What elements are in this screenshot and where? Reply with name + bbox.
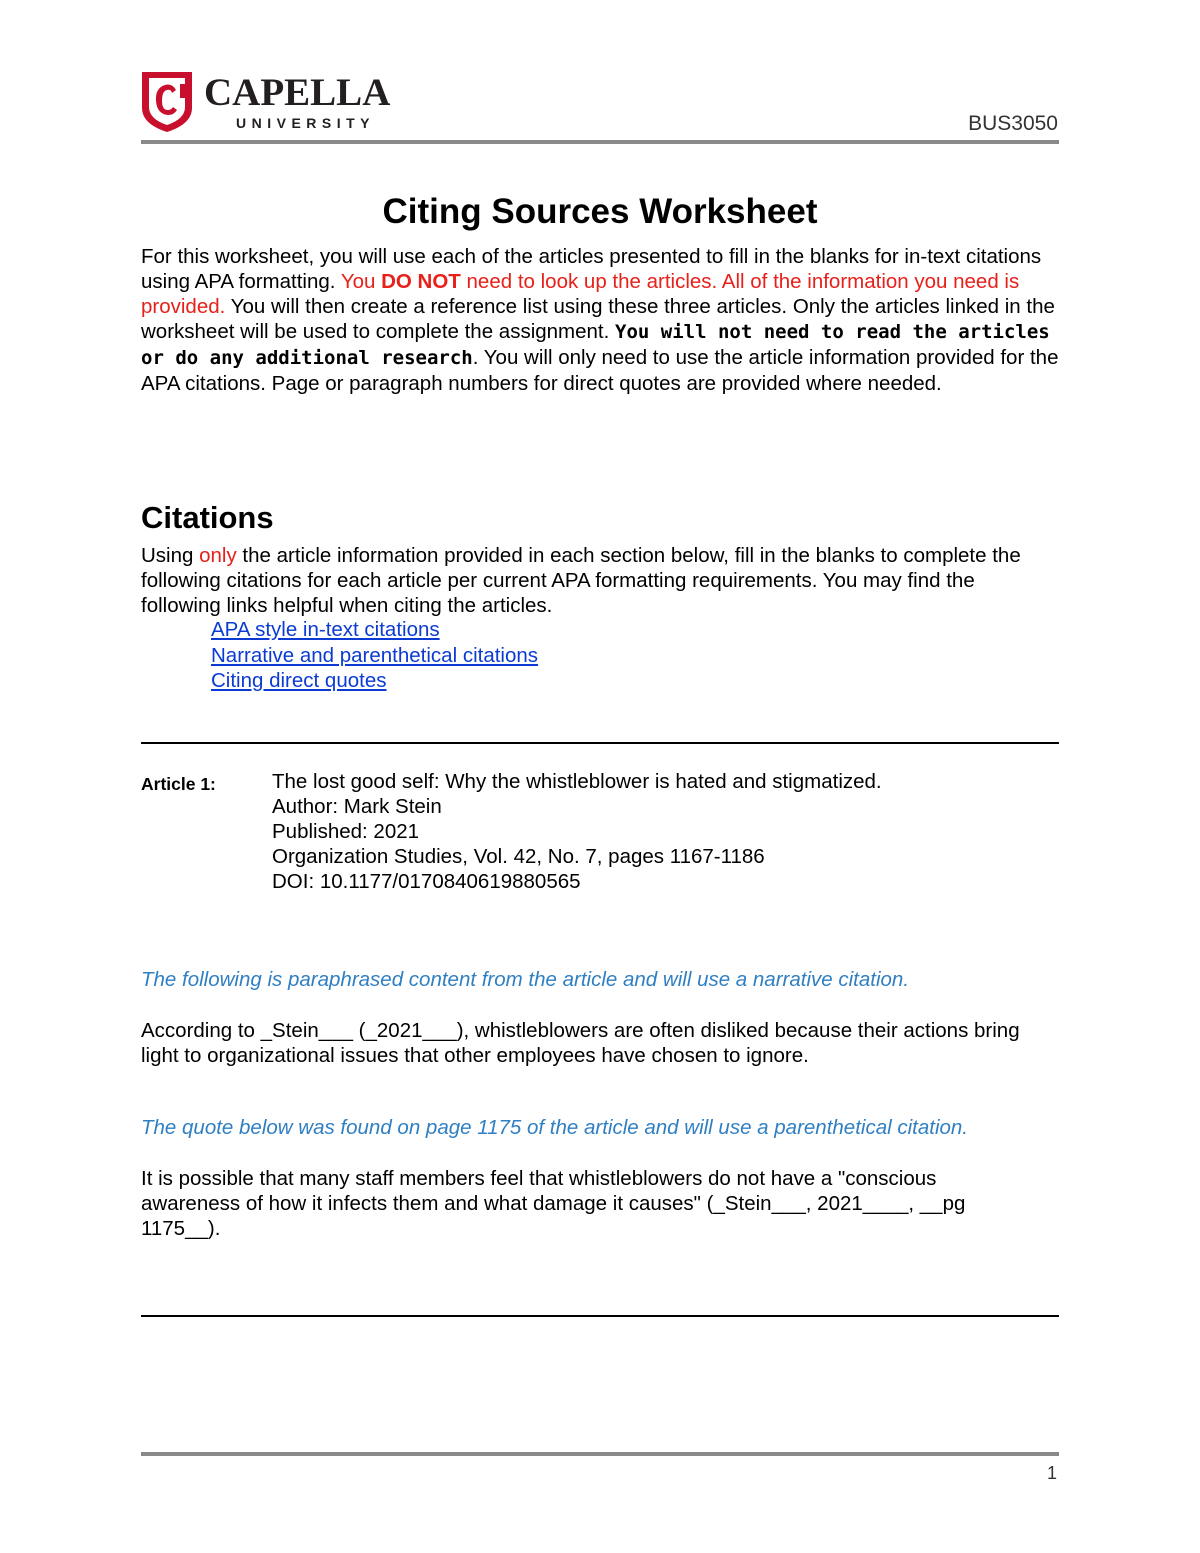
citations-intro xyxy=(141,543,1059,618)
intro-red-bold-text: DO NOT xyxy=(381,270,461,293)
article-doi: DOI: 10.1177/0170840619880565 xyxy=(272,870,581,893)
section-divider-bottom xyxy=(141,1315,1059,1317)
header-divider xyxy=(141,140,1059,144)
intro-text-2: You will then create a reference list using these three articles. Only the articles linked in the worksheet will be used to complete the assignment. xyxy=(141,295,1055,343)
citations-intro-text-2: the article information provided in each section below, fill in the blanks to complete the following citations for each article per current APA formatting requirements. You may find the following links helpful when citing the articles. xyxy=(141,544,1021,617)
narrative-citation-note: The following is paraphrased content from the article and will use a narrative citation. xyxy=(141,968,910,991)
parenthetical-citation-paragraph: It is possible that many staff members feel that whistleblowers do not have a "conscious awareness of how it infects them and what damage it causes" (_Stein___, 2021____, __pg 1175__). xyxy=(141,1167,966,1240)
intro-text-3: . You will only need to use the article information provided for the APA citations. Page or paragraph numbers for direct quotes are provided where needed. xyxy=(141,346,1059,395)
article-journal: Organization Studies, Vol. 42, No. 7, pages 1167-1186 xyxy=(272,845,765,868)
intro-red-text-1: You xyxy=(340,270,382,293)
capella-logo xyxy=(140,68,430,134)
article-author: Author: Mark Stein xyxy=(272,795,442,818)
section-divider xyxy=(141,742,1059,744)
parenthetical-citation-note: The quote below was found on page 1175 of the article and will use a parenthetical citation. xyxy=(141,1116,968,1139)
article-info xyxy=(272,769,882,894)
footer-divider xyxy=(141,1452,1059,1456)
citations-intro-text-1: Using xyxy=(141,544,200,567)
helpful-links xyxy=(211,617,538,694)
svg-text:CAPELLA: CAPELLA xyxy=(204,71,391,114)
link-citing-direct-quotes[interactable]: Citing direct quotes xyxy=(211,669,387,692)
narrative-citation-paragraph: According to _Stein___ (_2021___), whistleblowers are often disliked because their actions bring light to organizational issues that other employees have chosen to ignore. xyxy=(141,1019,1020,1067)
article-title: The lost good self: Why the whistleblower is hated and stigmatized. xyxy=(272,770,882,793)
article-published: Published: 2021 xyxy=(272,820,420,843)
citations-heading: Citations xyxy=(141,500,274,535)
intro-text-1: For this worksheet, you will use each of the articles presented to fill in the blanks for in-text citations using APA formatting. xyxy=(141,245,1042,293)
svg-text:UNIVERSITY: UNIVERSITY xyxy=(236,115,376,131)
link-narrative-parenthetical-citations[interactable]: Narrative and parenthetical citations xyxy=(211,643,539,667)
course-code: BUS3050 xyxy=(968,112,1058,135)
intro-red-text-2: need to look up the articles. All of the information you need is provided. xyxy=(141,270,1020,318)
citations-intro-red-text: only xyxy=(199,544,237,567)
page-number: 1 xyxy=(1046,1463,1057,1483)
link-apa-in-text-citations[interactable]: APA style in-text citations xyxy=(211,618,440,641)
article-label: Article 1: xyxy=(141,774,216,794)
worksheet-title: Citing Sources Worksheet xyxy=(382,192,818,231)
intro-bold-text: You will not need to read the articles or do any additional research xyxy=(141,321,1050,369)
intro-paragraph xyxy=(141,244,1059,396)
